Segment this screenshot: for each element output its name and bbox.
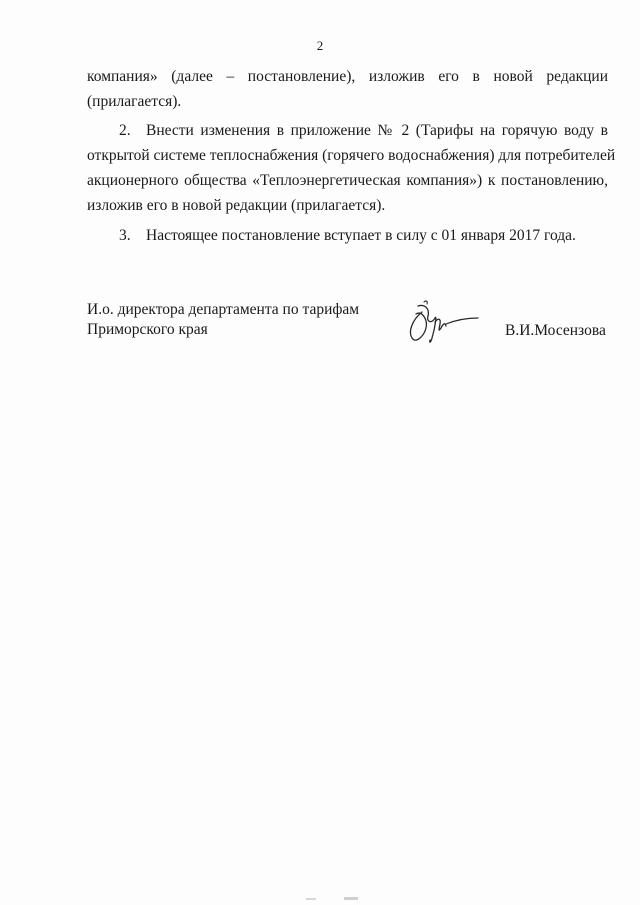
paragraph-2-line-3: акционерного общества «Теплоэнергетическая компания») к постановлению, [87, 172, 608, 189]
paragraph-1 [87, 64, 608, 114]
paragraph-2-line-1-text: Внести изменения в приложение № 2 (Тарифы на горячую воду в [146, 122, 608, 139]
paragraph-1-line-2: (прилагается). [87, 93, 182, 110]
page-number: 2 [316, 38, 324, 53]
paragraph-3 [87, 223, 608, 248]
signatory-position-line-2: Приморского края [87, 321, 208, 338]
signer-name: В.И.Мосензова [505, 322, 606, 339]
signatory-position [87, 300, 359, 340]
scan-artifact [300, 896, 380, 902]
paragraph-1-line-1: компания» (далее – постановление), изложив его в новой редакции [87, 68, 608, 85]
paragraph-2-line-1 [87, 118, 608, 143]
paragraph-3-line-1-text: Настоящее постановление вступает в силу с 01 января 2017 года. [146, 227, 576, 244]
paragraph-2-line-4: изложив его в новой редакции (прилагается). [87, 197, 386, 214]
handwritten-signature [402, 298, 482, 348]
paragraph-3-number: 3. [119, 227, 131, 244]
signatory-position-line-1: И.о. директора департамента по тарифам [87, 301, 360, 318]
paragraph-2-line-2: открытой системе теплоснабжения (горячего водоснабжения) для потребителей [87, 147, 616, 164]
paragraph-2 [87, 118, 616, 218]
paragraph-2-number: 2. [119, 122, 131, 139]
paragraph-3-line-1 [87, 223, 608, 248]
